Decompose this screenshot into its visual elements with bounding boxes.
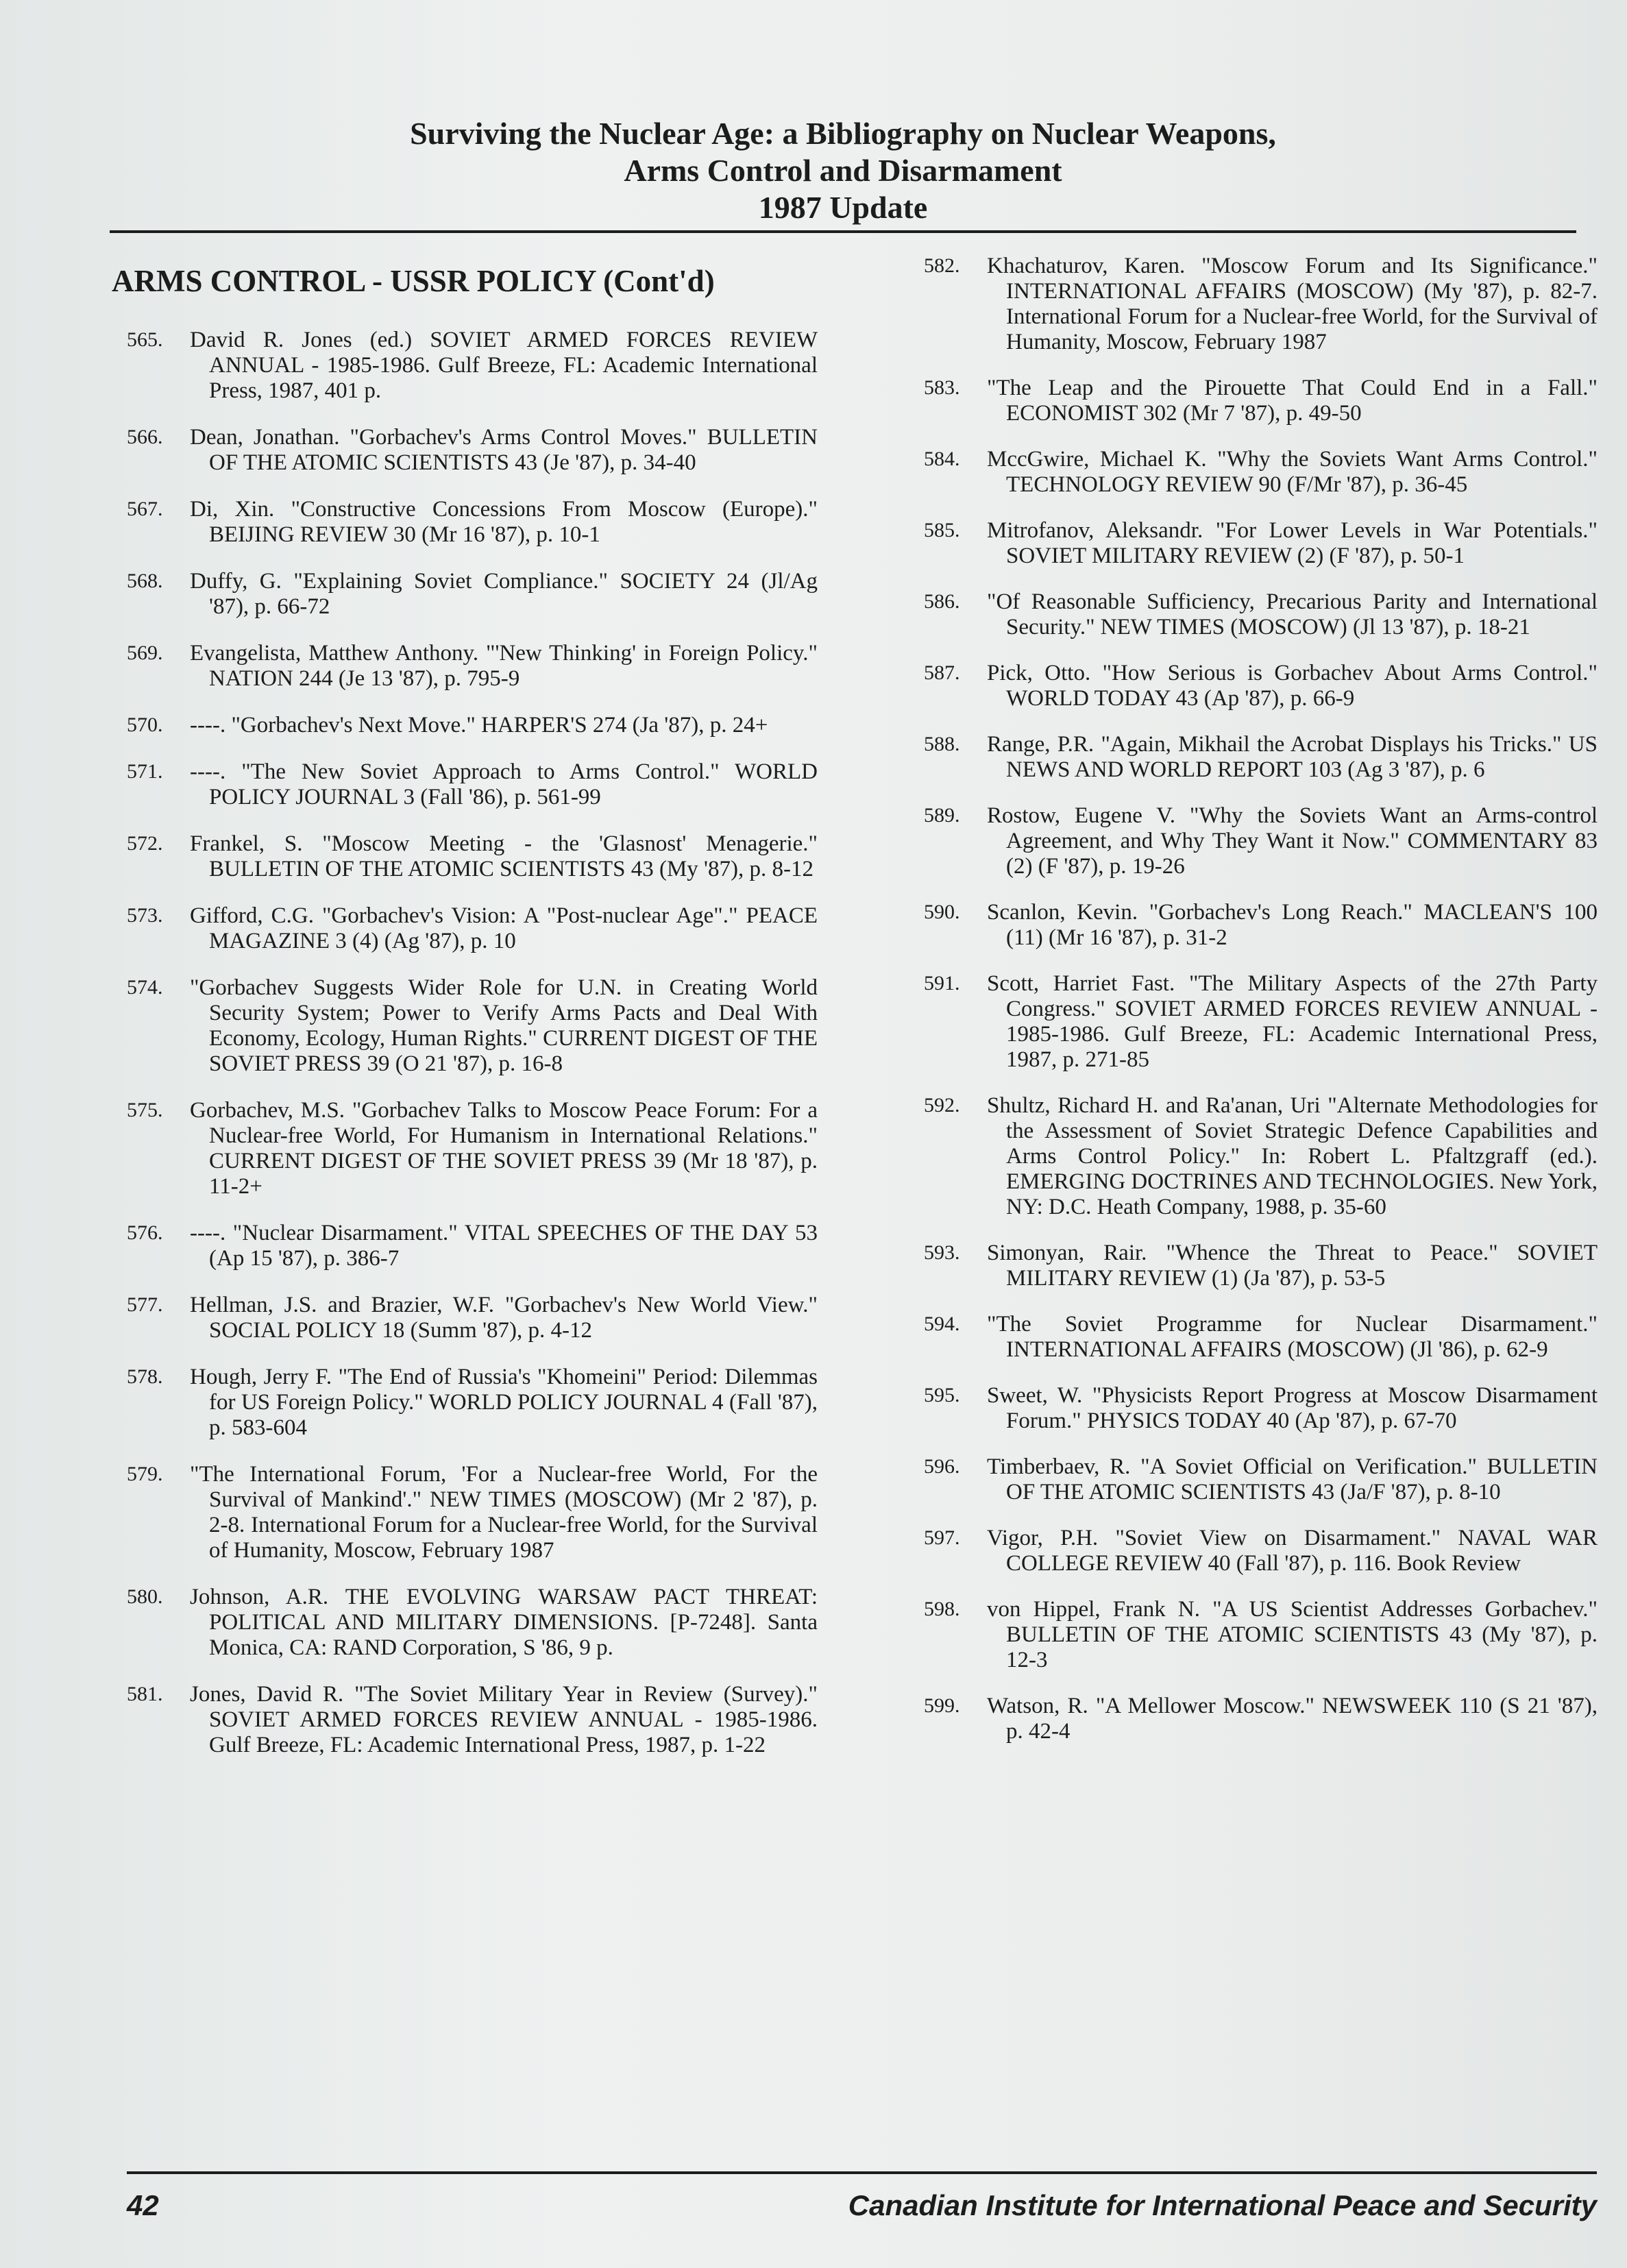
entry-citation: Simonyan, Rair. "Whence the Threat to Peace." SOVIET MILITARY REVIEW (1) (Ja '87), p. 53-5 [987,1241,1598,1291]
entry-citation: Rostow, Eugene V. "Why the Soviets Want an Arms-control Agreement, and Why They Want it Now." COMMENTARY 83 (2) (F '87), p. 19-26 [987,803,1598,879]
entry-number: 579. [127,1463,163,1485]
entry-number: 593. [924,1241,960,1264]
entry-citation: ----. "Nuclear Disarmament." VITAL SPEECHES OF THE DAY 53 (Ap 15 '87), p. 386-7 [190,1221,818,1271]
entry-citation: Hough, Jerry F. "The End of Russia's "Khomeini" Period: Dilemmas for US Foreign Policy." WORLD POLICY JOURNAL 4 (Fall '87), p. 583-604 [190,1365,818,1440]
entry-number: 587. [924,661,960,684]
entry-citation: Timberbaev, R. "A Soviet Official on Verification." BULLETIN OF THE ATOMIC SCIENTISTS 43 (Ja/F '87), p. 8-10 [987,1454,1598,1504]
bibliography-entry [924,1694,1598,1744]
bibliography-entry [127,1462,818,1563]
entry-citation: "The Leap and the Pirouette That Could End in a Fall." ECONOMIST 302 (Mr 7 '87), p. 49-50 [987,376,1598,426]
entry-citation: Khachaturov, Karen. "Moscow Forum and Its Significance." INTERNATIONAL AFFAIRS (MOSCOW) (My '87), p. 82-7. International Forum for a Nuclear-free World, for the Survival of Humanity, Moscow, February 1987 [987,254,1598,354]
header-rule [110,230,1576,233]
entry-citation: Gifford, C.G. "Gorbachev's Vision: A "Post-nuclear Age"." PEACE MAGAZINE 3 (4) (Ag '87), p. 10 [190,903,818,953]
bibliography-entry [127,713,818,738]
entry-citation: von Hippel, Frank N. "A US Scientist Addresses Gorbachev." BULLETIN OF THE ATOMIC SCIENTISTS 43 (My '87), p. 12-3 [987,1597,1598,1672]
entry-number: 567. [127,498,163,520]
entry-citation: Pick, Otto. "How Serious is Gorbachev About Arms Control." WORLD TODAY 43 (Ap '87), p. 66-9 [987,661,1598,711]
entry-number: 584. [924,448,960,470]
bibliography-entry [924,254,1598,355]
bibliography-entry [127,1098,818,1199]
bibliography-entry [127,569,818,620]
entry-citation: ----. "Gorbachev's Next Move." HARPER'S 274 (Ja '87), p. 24+ [190,713,768,737]
entry-number: 574. [127,976,163,999]
bibliography-entry [127,328,818,404]
bibliography-entry [924,971,1598,1073]
entry-citation: Di, Xin. "Constructive Concessions From Moscow (Europe)." BEIJING REVIEW 30 (Mr 16 '87), p. 10-1 [190,497,818,547]
title-line-3: 1987 Update [758,190,928,225]
entry-citation: Shultz, Richard H. and Ra'anan, Uri "Alternate Methodologies for the Assessment of Soviet Strategic Defence Capabilities and Arms Control Policy." In: Robert L. Pfaltzgraff (ed.). EMERGING DOCTRINES AND TECHNOLOGIES. New York, NY: D.C. Heath Company, 1988, p. 35-60 [987,1093,1598,1219]
entry-number: 583. [924,376,960,399]
entry-citation: Evangelista, Matthew Anthony. "'New Thinking' in Foreign Policy." NATION 244 (Je 13 '87), p. 795-9 [190,641,818,691]
entry-number: 589. [924,804,960,827]
bibliography-entry [127,831,818,882]
page-number: 42 [127,2189,159,2221]
entry-citation: Gorbachev, M.S. "Gorbachev Talks to Moscow Peace Forum: For a Nuclear-free World, For Humanism in International Relations." CURRENT DIGEST OF THE SOVIET PRESS 39 (Mr 18 '87), p. 11-2+ [190,1098,818,1199]
entry-number: 571. [127,760,163,783]
entry-number: 575. [127,1099,163,1121]
entry-citation: ----. "The New Soviet Approach to Arms Control." WORLD POLICY JOURNAL 3 (Fall '86), p. 561-99 [190,759,818,809]
entry-number: 597. [924,1526,960,1549]
entry-number: 591. [924,972,960,995]
bibliography-entry [127,425,818,476]
entry-number: 578. [127,1365,163,1388]
entry-number: 598. [924,1598,960,1620]
bibliography-entry [924,1454,1598,1505]
entry-number: 592. [924,1094,960,1117]
section-heading: ARMS CONTROL - USSR POLICY (Cont'd) [112,264,715,298]
entry-citation: David R. Jones (ed.) SOVIET ARMED FORCES REVIEW ANNUAL - 1985-1986. Gulf Breeze, FL: Academic International Press, 1987, 401 p. [190,328,818,403]
entry-citation: Johnson, A.R. THE EVOLVING WARSAW PACT THREAT: POLITICAL AND MILITARY DIMENSIONS. [P-7248]. Santa Monica, CA: RAND Corporation, S '86, 9 p. [190,1585,818,1660]
entry-citation: Watson, R. "A Mellower Moscow." NEWSWEEK 110 (S 21 '87), p. 42-4 [987,1694,1598,1744]
entry-number: 568. [127,570,163,592]
entry-citation: Frankel, S. "Moscow Meeting - the 'Glasnost' Menagerie." BULLETIN OF THE ATOMIC SCIENTISTS 43 (My '87), p. 8-12 [190,831,818,881]
bibliography-entry [924,376,1598,426]
entry-number: 565. [127,328,163,351]
entry-citation: "Gorbachev Suggests Wider Role for U.N. in Creating World Security System; Power to Verify Arms Pacts and Deal With Economy, Ecology, Human Rights." CURRENT DIGEST OF THE SOVIET PRESS 39 (O 21 '87), p. 16-8 [190,975,818,1076]
bibliography-entry [127,1221,818,1271]
entry-citation: Dean, Jonathan. "Gorbachev's Arms Control Moves." BULLETIN OF THE ATOMIC SCIENTISTS 43 (Je '87), p. 34-40 [190,425,818,475]
entry-number: 570. [127,714,163,736]
bibliography-entry [924,1312,1598,1363]
page-title [110,115,1576,226]
bibliography-entry [127,903,818,954]
bibliography-entry [127,1585,818,1661]
bibliography-entry [924,589,1598,640]
entry-number: 572. [127,832,163,855]
entry-number: 588. [924,733,960,755]
entry-citation: "Of Reasonable Sufficiency, Precarious Parity and International Security." NEW TIMES (MOSCOW) (Jl 13 '87), p. 18-21 [987,589,1598,639]
title-line-2: Arms Control and Disarmament [624,153,1062,188]
entry-number: 566. [127,426,163,448]
bibliography-entry [127,1293,818,1343]
title-line-1: Surviving the Nuclear Age: a Bibliography on Nuclear Weapons, [410,116,1276,151]
entry-number: 577. [127,1293,163,1316]
bibliography-entry [127,1365,818,1441]
entry-number: 581. [127,1683,163,1705]
entry-citation: "The International Forum, 'For a Nuclear-free World, For the Survival of Mankind'." NEW TIMES (MOSCOW) (Mr 2 '87), p. 2-8. International Forum for a Nuclear-free World, for the Survival of Humanity, Moscow, February 1987 [190,1462,818,1563]
entry-citation: Duffy, G. "Explaining Soviet Compliance." SOCIETY 24 (Jl/Ag '87), p. 66-72 [190,569,818,619]
bibliography-entry [924,518,1598,569]
entry-number: 586. [924,590,960,613]
entry-citation: Range, P.R. "Again, Mikhail the Acrobat Displays his Tricks." US NEWS AND WORLD REPORT 103 (Ag 3 '87), p. 6 [987,732,1598,782]
bibliography-entry [127,759,818,810]
entry-citation: Mitrofanov, Aleksandr. "For Lower Levels in War Potentials." SOVIET MILITARY REVIEW (2) (F '87), p. 50-1 [987,518,1598,568]
entry-citation: Hellman, J.S. and Brazier, W.F. "Gorbachev's New World View." SOCIAL POLICY 18 (Summ '87), p. 4-12 [190,1293,818,1343]
entry-number: 576. [127,1221,163,1244]
entry-number: 582. [924,254,960,277]
bibliography-entry [924,447,1598,498]
entry-number: 596. [924,1455,960,1478]
bibliography-entry [924,1383,1598,1434]
entry-citation: MccGwire, Michael K. "Why the Soviets Want Arms Control." TECHNOLOGY REVIEW 90 (F/Mr '87), p. 36-45 [987,447,1598,497]
bibliography-entry [924,803,1598,879]
entry-number: 573. [127,904,163,927]
bibliography-entry [127,641,818,692]
bibliography-entry [924,1526,1598,1576]
bibliography-entry [924,1241,1598,1291]
entry-number: 569. [127,642,163,664]
bibliography-entry [924,732,1598,783]
bibliography-entry [127,975,818,1077]
bibliography-entry [924,900,1598,951]
entry-citation: Scott, Harriet Fast. "The Military Aspects of the 27th Party Congress." SOVIET ARMED FORCES REVIEW ANNUAL - 1985-1986. Gulf Breeze, FL: Academic International Press, 1987, p. 271-85 [987,971,1598,1072]
right-column [924,254,1598,1765]
bibliography-entry [127,1682,818,1758]
footer-organization: Canadian Institute for International Peace and Security [848,2189,1597,2221]
footer-rule [127,2171,1597,2174]
entry-number: 599. [924,1694,960,1717]
entry-number: 595. [924,1384,960,1406]
bibliography-entry [127,497,818,548]
entry-citation: "The Soviet Programme for Nuclear Disarmament." INTERNATIONAL AFFAIRS (MOSCOW) (Jl '86), p. 62-9 [987,1312,1598,1362]
entry-citation: Sweet, W. "Physicists Report Progress at Moscow Disarmament Forum." PHYSICS TODAY 40 (Ap '87), p. 67-70 [987,1383,1598,1433]
entry-citation: Jones, David R. "The Soviet Military Year in Review (Survey)." SOVIET ARMED FORCES REVIEW ANNUAL - 1985-1986. Gulf Breeze, FL: Academic International Press, 1987, p. 1-22 [190,1682,818,1757]
entry-number: 590. [924,901,960,923]
entry-number: 585. [924,519,960,541]
entry-citation: Vigor, P.H. "Soviet View on Disarmament." NAVAL WAR COLLEGE REVIEW 40 (Fall '87), p. 116. Book Review [987,1526,1598,1576]
left-column [127,328,818,1779]
entry-number: 594. [924,1313,960,1335]
bibliography-entry [924,661,1598,711]
entry-citation: Scanlon, Kevin. "Gorbachev's Long Reach." MACLEAN'S 100 (11) (Mr 16 '87), p. 31-2 [987,900,1598,950]
bibliography-entry [924,1093,1598,1220]
bibliography-entry [924,1597,1598,1673]
entry-number: 580. [127,1585,163,1608]
